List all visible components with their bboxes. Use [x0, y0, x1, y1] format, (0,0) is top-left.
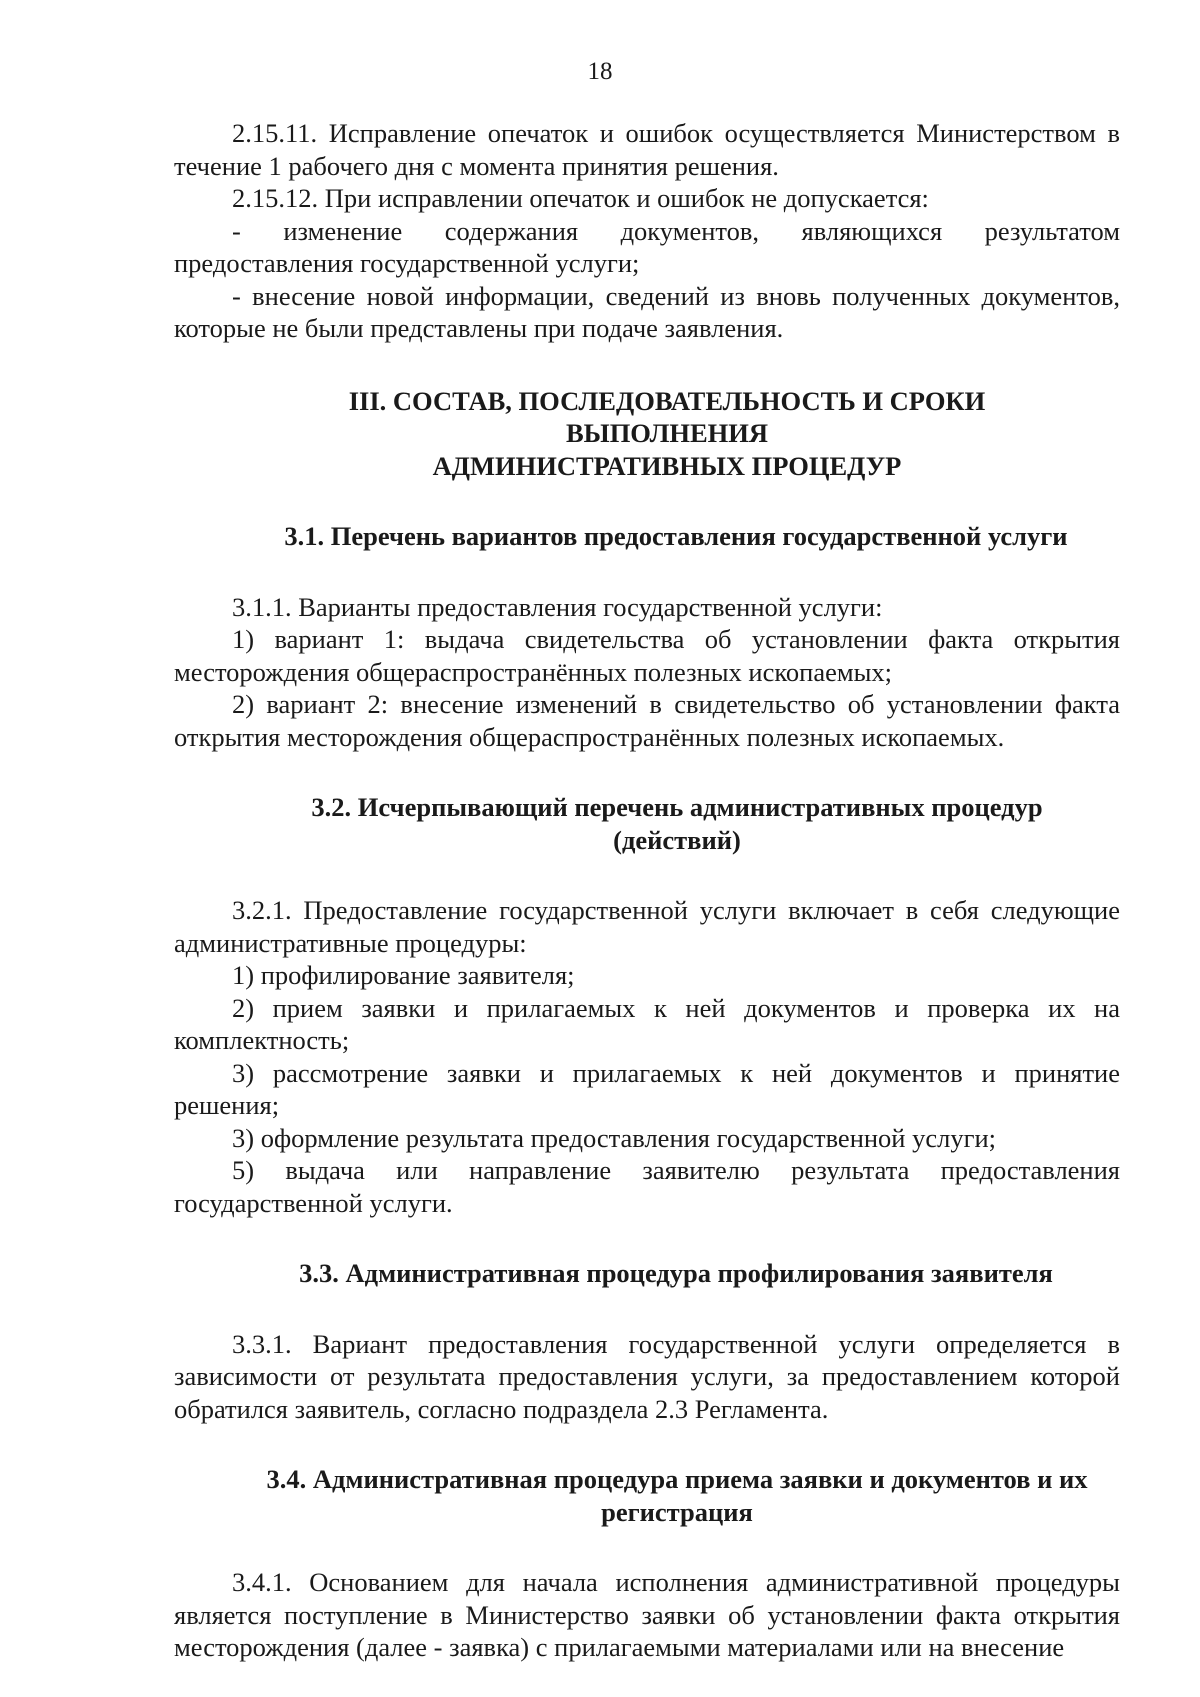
- list-item-procedure-4: 3) оформление результата предоставления государственной услуги;: [232, 1122, 997, 1153]
- document-body: [174, 117, 1120, 1664]
- paragraph-3-3-1: 3.3.1. Вариант предоставления государственной услуги определяется в зависимости от результата предоставления услуги, за предоставлением которой обратился заявитель, согласно подраздела 2.3 Регламента.: [174, 1328, 1120, 1424]
- section-title-line-1: III. СОСТАВ, ПОСЛЕДОВАТЕЛЬНОСТЬ И СРОКИ: [348, 385, 986, 416]
- page-number: 18: [587, 58, 613, 85]
- section-title-line-3: АДМИНИСТРАТИВНЫХ ПРОЦЕДУР: [432, 450, 902, 481]
- section-title-iii: [174, 385, 1120, 483]
- section-title-line-2: ВЫПОЛНЕНИЯ: [566, 418, 768, 448]
- paragraph-3-2-1: 3.2.1. Предоставление государственной услуги включает в себя следующие административные процедуры:: [174, 895, 1120, 958]
- subsection-title-3-1: 3.1. Перечень вариантов предоставления государственной услуги: [284, 521, 1068, 551]
- list-item-procedure-3: 3) рассмотрение заявки и прилагаемых к ней документов и принятие решения;: [174, 1057, 1120, 1120]
- paragraph-2-15-11: 2.15.11. Исправление опечаток и ошибок осуществляется Министерством в течение 1 рабочего дня с момента принятия решения.: [174, 118, 1120, 181]
- list-item-new-info: - внесение новой информации, сведений из вновь полученных документов, которые не были представлены при подаче заявления.: [174, 280, 1120, 343]
- list-item-variant-1: 1) вариант 1: выдача свидетельства об установлении факта открытия месторождения общераспространённых полезных ископаемых;: [174, 624, 1120, 687]
- paragraph-3-1-1: 3.1.1. Варианты предоставления государственной услуги:: [232, 591, 883, 622]
- list-item-procedure-2: 2) прием заявки и прилагаемых к ней документов и проверка их на комплектность;: [174, 992, 1120, 1055]
- list-item-content-change: - изменение содержания документов, являющихся результатом предоставления государственной услуги;: [174, 215, 1120, 278]
- subsection-title-3-4: 3.4. Административная процедура приема заявки и документов и их регистрация: [266, 1464, 1088, 1527]
- subsection-title-3-2: 3.2. Исчерпывающий перечень административных процедур (действий): [311, 792, 1043, 855]
- subsection-title-3-3: 3.3. Административная процедура профилирования заявителя: [299, 1258, 1053, 1288]
- list-item-procedure-1: 1) профилирование заявителя;: [232, 960, 575, 990]
- paragraph-3-4-1: 3.4.1. Основанием для начала исполнения административной процедуры является поступление в Министерство заявки об установлении факта открытия месторождения (далее - заявка) с прилагаемыми материалами или на внесение: [174, 1567, 1120, 1662]
- list-item-variant-2: 2) вариант 2: внесение изменений в свидетельство об установлении факта открытия месторождения общераспространённых полезных ископаемых.: [174, 689, 1120, 752]
- paragraph-2-15-12: 2.15.12. При исправлении опечаток и ошибок не допускается:: [232, 183, 929, 213]
- list-item-procedure-5: 5) выдача или направление заявителю результата предоставления государственной услуги.: [174, 1155, 1120, 1218]
